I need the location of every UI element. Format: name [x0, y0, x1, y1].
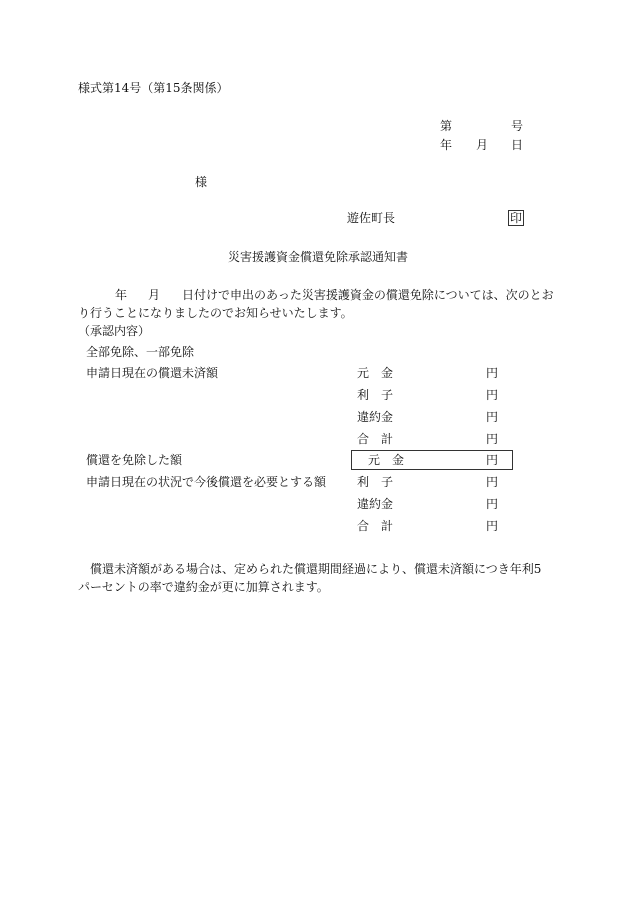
- unpaid-label: 申請日現在の償還未済額: [86, 366, 219, 380]
- note-line-1: 償還未済額がある場合は、定められた償還期間経過により、償還未済額につき年利5: [90, 562, 542, 576]
- date-year: 年: [440, 138, 453, 152]
- yen-unit: 円: [486, 453, 499, 467]
- yen-unit: 円: [486, 366, 499, 380]
- body-year: 年: [115, 288, 128, 302]
- form-number: 様式第14号（第15条関係）: [78, 81, 229, 95]
- date-day: 日: [511, 138, 524, 152]
- doc-number-prefix: 第: [440, 119, 453, 133]
- unpaid-principal: 元 金: [357, 366, 394, 380]
- yen-unit: 円: [486, 475, 499, 489]
- yen-unit: 円: [486, 388, 499, 402]
- seal-mark: 印: [510, 211, 523, 225]
- exemption-type: 全部免除、一部免除: [86, 345, 195, 359]
- remaining-label: 申請日現在の状況で今後償還を必要とする額: [86, 475, 327, 489]
- yen-unit: 円: [486, 432, 499, 446]
- section-label: （承認内容）: [78, 324, 151, 338]
- exempted-principal: 元 金: [368, 453, 405, 467]
- body-line-1: 日付けで申出のあった災害援護資金の償還免除については、次のとお: [182, 288, 554, 302]
- doc-number-suffix: 号: [511, 119, 524, 133]
- yen-unit: 円: [486, 410, 499, 424]
- note-line-2: パーセントの率で違約金が更に加算されます。: [78, 580, 329, 594]
- unpaid-penalty: 違約金: [357, 410, 394, 424]
- yen-unit: 円: [486, 519, 499, 533]
- exempted-label: 償還を免除した額: [86, 453, 183, 467]
- body-line-2: り行うことになりましたのでお知らせいたします。: [78, 306, 353, 320]
- addressee-suffix: 様: [195, 175, 208, 189]
- remaining-total: 合 計: [357, 519, 394, 533]
- yen-unit: 円: [486, 497, 499, 511]
- body-month: 月: [148, 288, 161, 302]
- remaining-interest: 利 子: [357, 475, 394, 489]
- date-month: 月: [476, 138, 489, 152]
- document-title: 災害援護資金償還免除承認通知書: [228, 250, 409, 264]
- unpaid-interest: 利 子: [357, 388, 394, 402]
- remaining-penalty: 違約金: [357, 497, 394, 511]
- unpaid-total: 合 計: [357, 432, 394, 446]
- issuer-name: 遊佐町長: [347, 211, 396, 225]
